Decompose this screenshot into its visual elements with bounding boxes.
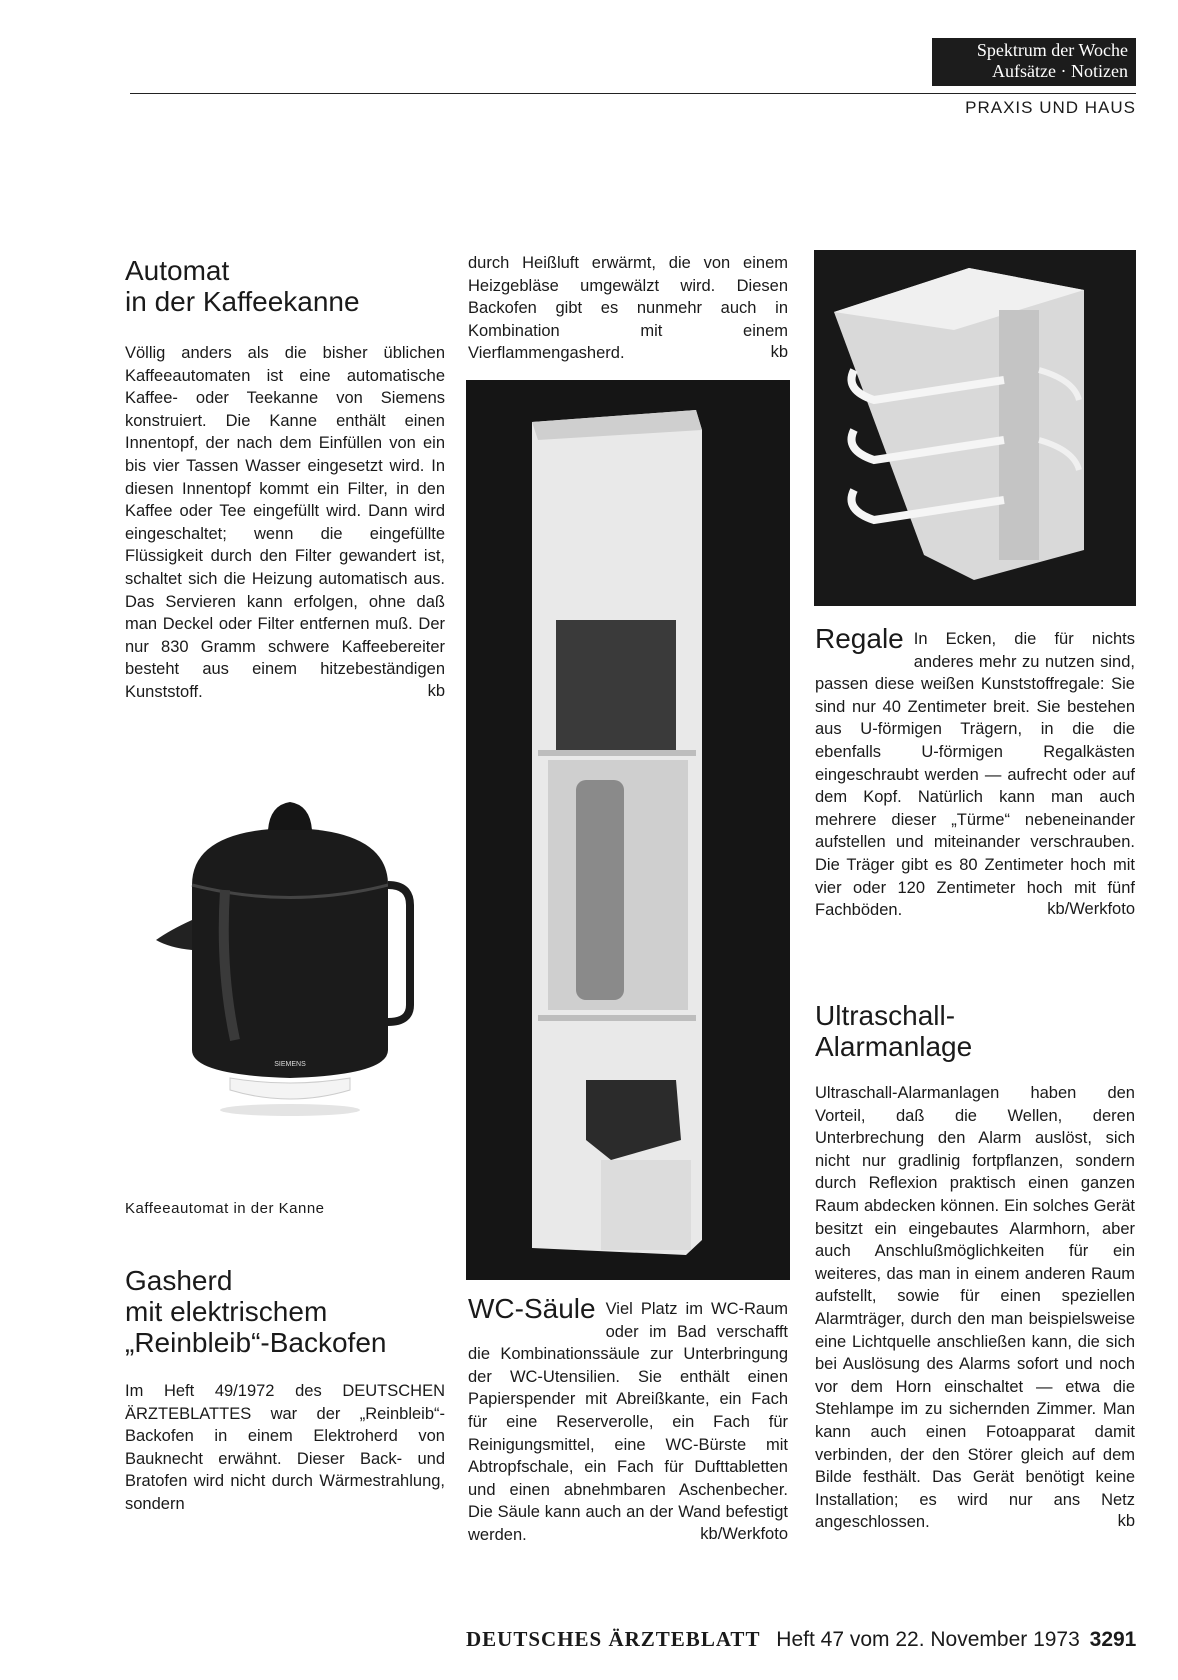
article-ultraschall [815, 1000, 1135, 1531]
regale-body: Regale In Ecken, die für nichts anderes mehr zu nutzen sind, passen diese weißen Kunststoffregale: Sie sind nur 40 Zentimeter breit. Sie bestehen aus U-förmigen Trägern, in die die ebenfalls U-förmigen Regalkästen eingeschraubt werden — aufrecht oder auf dem Kopf. Natürlich kann man auch mehrere dieser „Türme“ nebeneinander aufstellen und miteinander verschrauben. Die Träger gibt es 80 Zentimeter hoch mit vier oder 120 Zentimeter hoch mit fünf Fachböden. [815, 623, 1135, 920]
gasherd-signature: kb [770, 342, 788, 361]
coffee-pot-photo [140, 790, 440, 1120]
wc-column-photo [466, 380, 790, 1280]
kaffee-body: Völlig anders als die bisher üblichen Kaffeeautomaten ist eine automatische Kaffee- oder Teekanne von Siemens konstruiert. Die Kanne enthält einen Innentopf, der nach dem Einfüllen von ein bis vier Tassen Wasser eingesetzt wird. In diesen Innentopf kommt ein Filter, in den Kaffee oder Tee eingefüllt wird. Dann wird eingeschaltet; wenn die eingefüllte Flüssigkeit durch den Filter gewandert ist, schaltet sich die Heizung automatisch aus. Das Servieren kann erfolgen, ohne daß man Deckel oder Filter entfernen muß. Der nur 830 Gramm schwere Kaffeebereiter besteht aus einem hitzebeständigen Kunststoff. [125, 344, 445, 701]
article-regale [815, 623, 1135, 920]
wc-body: WC-Säule Viel Platz im WC-Raum oder im Bad verschafft die Kombinationssäule zur Unterbringung der WC-Utensilien. Sie enthält einen Papierspender mit Abreißkante, ein Fach für eine Reserverolle, ein Fach für Reinigungsmittel, eine WC-Bürste mit Abtropfschale, ein Fach für Dufttabletten und einen abnehmbaren Aschenbecher. Die Säule kann auch an der Wand befestigt werden. [468, 1293, 788, 1544]
section-title: PRAXIS UND HAUS [965, 98, 1136, 117]
kaffee-signature: kb [427, 681, 445, 700]
gasherd-body: Im Heft 49/1972 des DEUTSCHEN ÄRZTEBLATTES war der „Reinbleib“-Backofen in einem Elektroherd von Bauknecht erwähnt. Dieser Back- und Bratofen wird nicht durch Wärmestrahlung, sondern [125, 1382, 445, 1513]
ultraschall-title: Ultraschall- Alarmanlage [815, 1000, 973, 1062]
article-kaffee [125, 255, 445, 701]
wc-title: WC-Säule [468, 1293, 596, 1324]
page-footer [466, 1627, 1136, 1652]
page-number: 3291 [1089, 1628, 1137, 1651]
siemens-logo: SIEMENS [274, 1061, 306, 1068]
issue-info: Heft 47 vom 22. November 1973 [776, 1628, 1080, 1651]
header-rule [130, 93, 1136, 94]
article-gasherd [125, 1265, 445, 1516]
badge-line-1: Spektrum der Woche [976, 40, 1128, 60]
gasherd-continuation: durch Heißluft erwärmt, die von einem Heizgebläse umgewälzt wird. Diesen Backofen gibt es nunmehr auch in Kombination mit einem Vierflammengasherd. kb [468, 254, 788, 363]
regale-title: Regale [815, 623, 904, 654]
kaffee-title: Automat in der Kaffeekanne [125, 255, 360, 317]
regale-signature: kb/Werkfoto [1047, 899, 1135, 918]
kaffee-caption: Kaffeeautomat in der Kanne [125, 1200, 325, 1217]
ultraschall-body: Ultraschall-Alarmanlagen haben den Vorteil, daß die Wellen, deren Unterbrechung den Alarm auslöst, sich nicht nur gradlinig fortpflanzen, sondern durch Reflexion praktisch einen ganzen Raum abdecken können. Ein solches Gerät besitzt ein eingebautes Alarmhorn, aber auch Anschlußmöglichkeiten für ein weiteres, das man in einem anderen Raum aufstellt, sowie für einen speziellen Alarmträger, durch den man beispielsweise eine Lichtquelle anschließen kann, die sich bei Auslösung des Alarms sofort und noch vor dem Horn einschaltet — etwa die Stehlampe im zu sichernden Zimmer. Man kann auch einen Fotoapparat damit verbinden, der den Störer gleich auf dem Bilde festhält. Das Gerät benötigt keine Installation; es wird nur ans Netz angeschlossen. [815, 1084, 1135, 1532]
ultraschall-signature: kb [1117, 1511, 1135, 1530]
badge-line-2: Aufsätze · Notizen [992, 61, 1128, 81]
masthead: DEUTSCHES ÄRZTEBLATT [466, 1627, 761, 1651]
section-badge [932, 38, 1136, 86]
gasherd-title: Gasherd mit elektrischem „Reinbleib“-Backofen [125, 1265, 387, 1358]
shelves-photo [814, 250, 1136, 606]
article-wc [468, 1293, 788, 1544]
wc-signature: kb/Werkfoto [700, 1524, 788, 1543]
